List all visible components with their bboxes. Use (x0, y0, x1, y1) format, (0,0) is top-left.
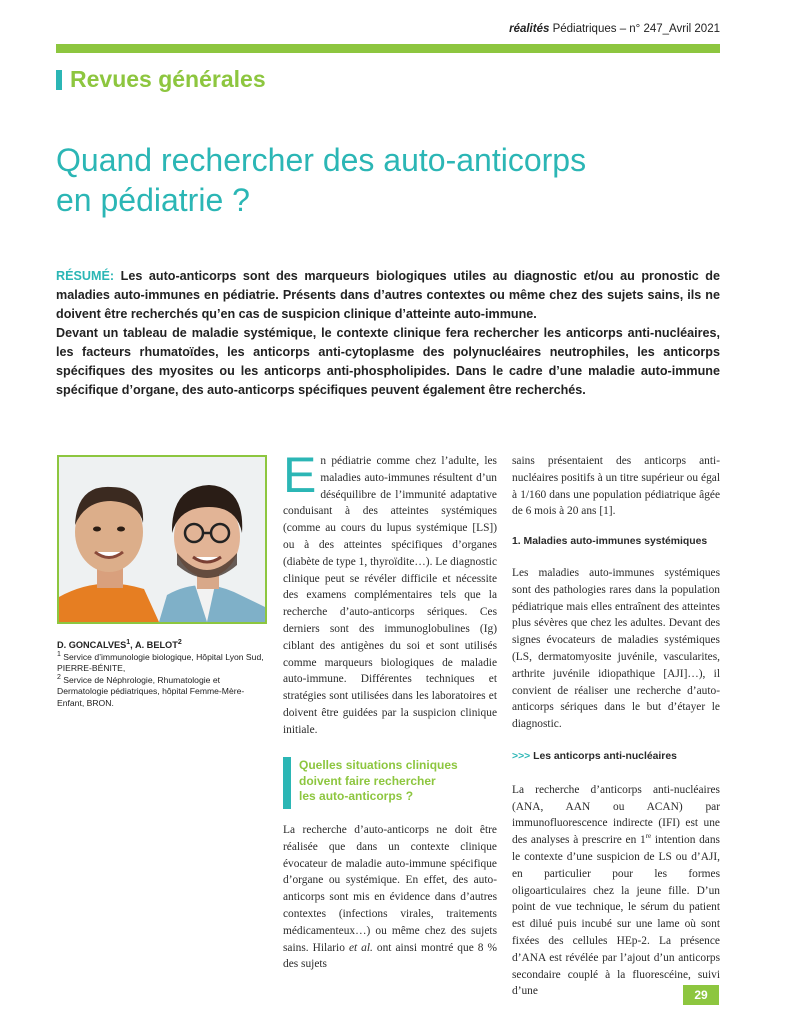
callout-bar (283, 757, 291, 809)
callout-line-3: les auto-anticorps ? (299, 789, 414, 803)
intro-paragraph (283, 447, 497, 739)
body-column-2 (512, 453, 720, 1000)
section-tag (56, 66, 266, 93)
para3-text-a: La recherche d’anticorps anti-nucléaires (ANA, AAN ou ACAN) par immunofluorescence indirecte (IFI) est une des analyses à prescrire en 1 (512, 783, 720, 847)
author-2-sup: 2 (177, 638, 182, 646)
subheading-ana-text: Les anticorps anti-nucléaires (533, 750, 677, 762)
body-column-1 (283, 447, 497, 739)
page-number: 29 (683, 985, 719, 1005)
header-rule (56, 44, 720, 53)
author-names (57, 640, 267, 652)
callout-text (299, 758, 458, 809)
journal-name: réalités (509, 23, 550, 35)
author-sep: , (130, 640, 135, 650)
para2-text-b: ont ainsi montré que 8 % des sujets (283, 941, 497, 971)
col3-paragraph-3 (512, 782, 720, 1000)
paragraph-2 (283, 822, 497, 973)
para3-sup: re (645, 832, 652, 841)
abstract (56, 267, 720, 400)
aff-1-num: 1 (57, 650, 61, 658)
abstract-text: Les auto-anticorps sont des marqueurs biologiques utiles au diagnostic et/ou au pronostic de maladies auto-immunes en pédiatrie. Présents dans d’autres contextes ou même chez des sujets sains, ils ne doivent être recherchés qu’en cas de suspicion clinique d’atteinte auto-immune. (56, 269, 720, 321)
para2-text-a: La recherche d’auto-anticorps ne doit être réalisée que dans un contexte clinique évocateur de maladie auto-immune spécifique d’organe ou systémique. En effet, des auto-anticorps sont mis en évidence dans d’autres contextes (infections virales, traitements médicamenteux…) ou même chez des sujets sains. Hilario (283, 824, 497, 954)
callout-line-1: Quelles situations cliniques (299, 758, 458, 772)
subheading-arrows: >>> (512, 750, 534, 762)
affiliation-1 (57, 652, 267, 675)
running-header (56, 23, 720, 35)
title-line-1: Quand rechercher des auto-anticorps (56, 142, 587, 178)
authors-photo (57, 455, 267, 624)
subheading-ana (512, 749, 720, 766)
aff-2-num: 2 (57, 673, 61, 681)
section-marker (56, 70, 62, 90)
title-line-2: en pédiatrie ? (56, 182, 250, 218)
col3-paragraph-2: Les maladies auto-immunes systémiques sont des pathologies rares dans la population pédiatrique mais elles entraînent des atteintes plus sévères que chez les adultes. Devant des signes évocateurs de maladies systémiques (LS, dermatomyosite juvénile, vascularites, arthrite juvénile idiopathique [AJI]…), il convient de réaliser une recherche d’auto-anticorps sériques dans le but d’étayer le diagnostic. (512, 566, 720, 731)
author-1: D. GONCALVES (57, 640, 127, 650)
section-label: Revues générales (70, 66, 266, 92)
aff-1-text: Service d’immunologie biologique, Hôpital Lyon Sud, PIERRE-BÉNITE, (57, 651, 264, 673)
article-title (56, 140, 696, 220)
callout-heading (283, 757, 497, 809)
author-2: A. BELOT (134, 640, 178, 650)
author-block (57, 640, 267, 709)
author-1-sup: 1 (126, 638, 131, 646)
affiliation-2 (57, 675, 267, 710)
body-column-1-lower (283, 822, 497, 973)
abstract-text-2: Devant un tableau de maladie systémique, le contexte clinique fera rechercher les anticorps anti-nucléaires, les facteurs rhumatoïdes, les anticorps anti-cytoplasme des polynucléaires neutrophiles, les anticorps spécifiques des myosites ou les anticorps anti-phospholipides. Dans le cadre d’une maladie auto-immune spécifique d’organe, des auto-anticorps spécifiques peuvent également être recherchés. (56, 326, 720, 397)
aff-2-text: Service de Néphrologie, Rhumatologie et Dermatologie pédiatriques, hôpital Femme-Mère-Enfant, BRON. (57, 674, 245, 708)
abstract-label: RÉSUMÉ: (56, 269, 121, 283)
drop-cap: E (283, 447, 317, 503)
para3-text-b: intention dans le contexte d’une suspicion de LS ou d’AJI, en particulier pour les formes oligoarticulaires chez la jeune fille. D’un point de vue technique, le sérum du patient est dilué puis incubé sur une lame où sont fixées des cellules HEp-2. La présence d’ANA est révélée par l’ajout d’un anticorps secondaire couplé à la fluorescéine, suivi d’une (512, 834, 720, 998)
col3-paragraph-1: sains présentaient des anticorps anti-nucléaires positifs à un titre supérieur ou égal à 1/160 dans une population pédiatrique âgée de 6 mois à 20 ans [1]. (512, 455, 720, 518)
authors-photo-illustration (59, 457, 265, 622)
callout-line-2: doivent faire rechercher (299, 773, 436, 788)
intro-text: n pédiatrie comme chez l’adulte, les maladies auto-immunes résultent d’un déséquilibre de l’immunité adaptative conduisant à des atteintes systémiques (comme au cours du lupus systémique [LS]) ou à des atteintes spécifiques d’organes (diabète de type 1, thyroïdite…). Le diagnostic clinique peut se révéler difficile et nécessite des examens complémentaires tels que la recherche d’auto-anticorps sériques. Ces derniers sont des immunoglobulines (Ig) ciblant des antigènes du soi et sont utilisés comme marqueurs biologiques de maladie auto-immune. Différentes techniques et stratégies sont utilisées dans les laboratoires et doivent être guidées par la suspicion clinique initiale. (283, 455, 497, 736)
et-al: et al. (348, 941, 373, 954)
issue-info: Pédiatriques – n° 247_Avril 2021 (549, 23, 720, 35)
subheading-systemic: 1. Maladies auto-immunes systémiques (512, 536, 708, 548)
